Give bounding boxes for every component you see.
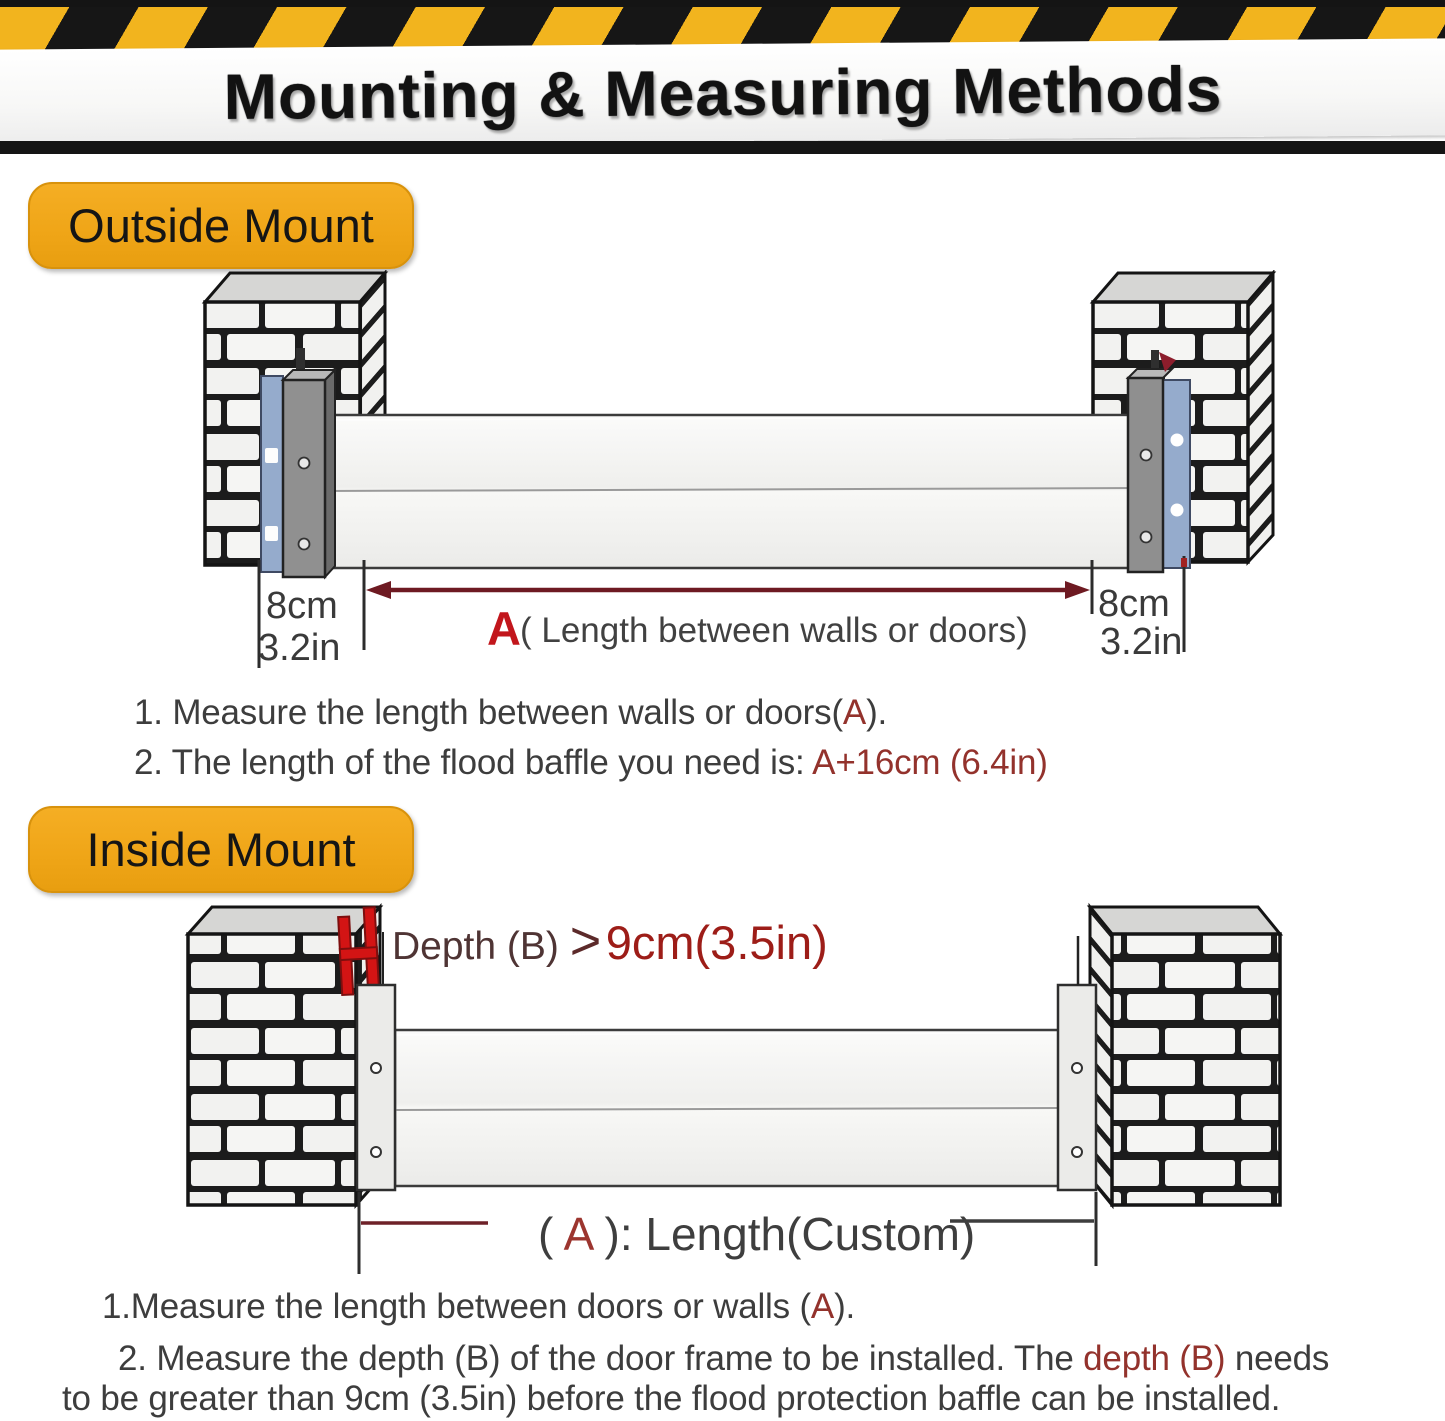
outside-mount-badge-label: Outside Mount	[68, 199, 374, 252]
flood-barrier-panel	[322, 415, 1140, 568]
screw-icon	[299, 458, 310, 469]
outside-mount-diagram	[0, 270, 1445, 690]
right-gap-in-label: 3.2in	[1100, 621, 1183, 663]
screw-icon	[1072, 1063, 1082, 1073]
screw-icon	[1072, 1147, 1082, 1157]
outside-step-2: 2. The length of the flood baffle you need is: A+16cm (6.4in)	[134, 743, 1048, 782]
inside-dimensions	[359, 1192, 1096, 1274]
span-a-label: A	[487, 602, 521, 655]
left-seal-strip	[261, 376, 283, 572]
outside-mount-badge	[28, 182, 414, 269]
inside-right-pillar	[1090, 907, 1280, 1205]
screw-icon	[1141, 532, 1152, 543]
screw-icon	[299, 539, 310, 550]
inside-step-2: 2. Measure the depth (B) of the door frame to be installed. The depth (B) needs	[118, 1339, 1330, 1378]
header-divider-bar	[0, 141, 1445, 154]
span-description-label: ( Length between walls or doors)	[520, 611, 1028, 650]
header-banner	[0, 0, 1445, 160]
left-gap-cm-label: 8cm	[266, 585, 338, 627]
flood-barrier-panel-inside	[395, 1030, 1060, 1186]
inside-mount-diagram	[0, 900, 1445, 1280]
inside-mount-badge	[28, 806, 414, 893]
arrow-right-icon	[1065, 581, 1090, 599]
page-title: Mounting & Measuring Methods	[223, 52, 1223, 133]
outside-dimensions	[258, 556, 1187, 669]
left-gap-in-label: 3.2in	[258, 627, 341, 669]
inside-mount-badge-label: Inside Mount	[86, 823, 356, 876]
right-seal-strip	[1163, 380, 1190, 568]
left-mounting-bracket	[283, 370, 335, 577]
inside-step-1: 1.Measure the length between doors or walls (A).	[102, 1287, 856, 1326]
outside-step-1: 1. Measure the length between walls or doors(A).	[134, 693, 888, 732]
arrow-left-icon	[366, 581, 391, 599]
screw-icon	[1141, 450, 1152, 461]
depth-label: Depth (B) > 9cm(3.5in)	[392, 911, 828, 971]
right-gap-cm-label: 8cm	[1098, 583, 1170, 625]
title-band	[0, 38, 1445, 147]
screw-icon	[371, 1147, 381, 1157]
inside-step-2-continued: to be greater than 9cm (3.5in) before the flood protection baffle can be installed.	[62, 1379, 1281, 1418]
screw-icon	[371, 1063, 381, 1073]
left-channel-bracket	[357, 985, 395, 1190]
length-custom-label: ( A ): Length(Custom)	[538, 1208, 976, 1260]
